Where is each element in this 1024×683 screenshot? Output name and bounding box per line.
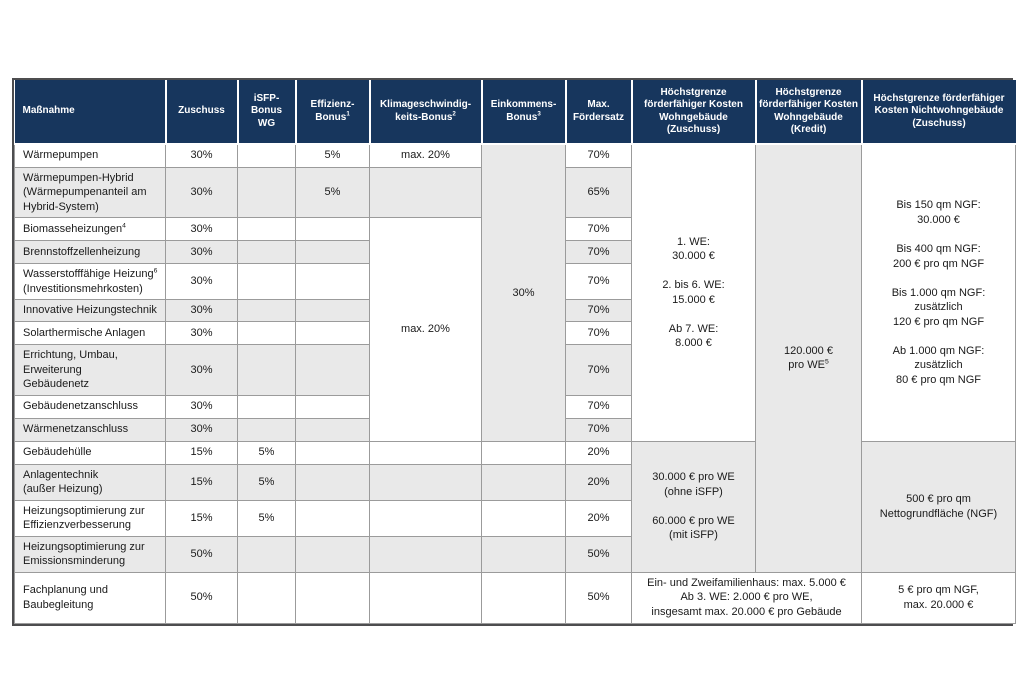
value-cell: 30%: [166, 322, 238, 345]
value-cell: 30%: [166, 264, 238, 300]
value-cell: [296, 536, 370, 572]
table-header-row: [15, 80, 1016, 144]
column-header-hoechstgrenze-wohngebaeude-zuschuss: Höchstgrenze förderfähiger Kosten Wohngebäude (Zuschuss): [632, 80, 756, 144]
value-cell: 5%: [238, 464, 296, 500]
value-cell: [296, 464, 370, 500]
value-cell: [296, 300, 370, 322]
value-cell: 30%: [166, 144, 238, 167]
value-cell: 65%: [566, 167, 632, 218]
value-cell: 120.000 € pro $WE^5$: [756, 144, 862, 572]
value-cell: 70%: [566, 264, 632, 300]
value-cell: [370, 167, 482, 218]
value-cell: 50%: [166, 536, 238, 572]
column-header-einkommens-bonus: Einkommens- Bonus$^3$: [482, 80, 566, 144]
value-cell: [296, 322, 370, 345]
subsidy-table: [12, 78, 1013, 626]
footnote-mark: 6: [153, 267, 158, 275]
value-cell: 5%: [296, 144, 370, 167]
value-cell: 500 € pro qm Nettogrundfläche (NGF): [862, 441, 1016, 572]
table-row: [15, 441, 1016, 464]
column-header-max-foerdersatz: Max. Fördersatz: [566, 80, 632, 144]
value-cell: [238, 345, 296, 396]
row-label-cell: Wärmepumpen: [15, 144, 166, 167]
value-cell: 30%: [166, 395, 238, 418]
value-cell: [238, 395, 296, 418]
value-cell: 30.000 € pro WE (ohne iSFP) 60.000 € pro WE (mit iSFP): [632, 441, 756, 572]
value-cell: [296, 500, 370, 536]
value-cell: 1. WE: 30.000 € 2. bis 6. WE: 15.000 € Ab 7. WE: 8.000 €: [632, 144, 756, 441]
row-label-cell: Solarthermische Anlagen: [15, 322, 166, 345]
footnote-mark: 5: [824, 358, 829, 366]
row-label-cell: Fachplanung und Baubegleitung: [15, 572, 166, 623]
footnote-mark: 4: [122, 222, 126, 230]
value-cell: [482, 572, 566, 623]
value-cell: 5%: [296, 167, 370, 218]
value-cell: [296, 264, 370, 300]
value-cell: [482, 500, 566, 536]
column-header-effizienz-bonus: Effizienz- Bonus$^1$: [296, 80, 370, 144]
footnote-mark: 2: [452, 110, 456, 118]
row-label-cell: Anlagentechnik (außer Heizung): [15, 464, 166, 500]
value-cell: [482, 464, 566, 500]
value-cell: [238, 322, 296, 345]
value-cell: 30%: [482, 144, 566, 441]
footnote-mark: 3: [537, 110, 541, 118]
row-label-cell: Gebäudenetzanschluss: [15, 395, 166, 418]
table-header-row: [15, 80, 1016, 144]
value-cell: [370, 441, 482, 464]
value-cell: [238, 264, 296, 300]
value-cell: 5 € pro qm NGF, max. 20.000 €: [862, 572, 1016, 623]
table-row: [15, 144, 1016, 167]
value-cell: Bis 150 qm NGF: 30.000 € Bis 400 qm NGF: 200 € pro qm NGF Bis 1.000 qm NGF: zusätzlich 120 € pro qm NGF Ab 1.000 qm NGF: zusätzlich 80 € pro qm NGF: [862, 144, 1016, 441]
value-cell: [238, 536, 296, 572]
value-cell: [238, 572, 296, 623]
value-cell: [370, 464, 482, 500]
value-cell: 15%: [166, 441, 238, 464]
column-header-massnahme: Maßnahme: [15, 80, 166, 144]
table-body: [15, 144, 1016, 623]
row-label-cell: Biomasseheizungen$^4$: [15, 218, 166, 241]
row-label-cell: Wasserstofffähige Heizung$^6$ (Investitionsmehrkosten): [15, 264, 166, 300]
column-header-hoechstgrenze-nichtwohngebaeude-zuschuss: Höchstgrenze förderfähiger Kosten Nichtwohngebäude (Zuschuss): [862, 80, 1016, 144]
value-cell: 30%: [166, 300, 238, 322]
value-cell: max. 20%: [370, 144, 482, 167]
value-cell: [296, 218, 370, 241]
value-cell: [238, 300, 296, 322]
row-label-cell: Innovative Heizungstechnik: [15, 300, 166, 322]
value-cell: 50%: [166, 572, 238, 623]
value-cell: 20%: [566, 500, 632, 536]
value-cell: [238, 241, 296, 264]
value-cell: 50%: [566, 572, 632, 623]
column-header-zuschuss: Zuschuss: [166, 80, 238, 144]
value-cell: 70%: [566, 322, 632, 345]
value-cell: 30%: [166, 241, 238, 264]
value-cell: 30%: [166, 418, 238, 441]
row-label-cell: Wärmenetzanschluss: [15, 418, 166, 441]
value-cell: 20%: [566, 441, 632, 464]
value-cell: max. 20%: [370, 218, 482, 442]
value-cell: 70%: [566, 300, 632, 322]
footnote-mark: 1: [346, 110, 350, 118]
value-cell: 30%: [166, 167, 238, 218]
row-label-cell: Heizungsoptimierung zur Effizienzverbesserung: [15, 500, 166, 536]
column-header-hoechstgrenze-wohngebaeude-kredit: Höchstgrenze förderfähiger Kosten Wohngebäude (Kredit): [756, 80, 862, 144]
value-cell: 20%: [566, 464, 632, 500]
value-cell: 5%: [238, 441, 296, 464]
value-cell: 30%: [166, 345, 238, 396]
table-row: [15, 572, 1016, 623]
value-cell: [296, 418, 370, 441]
row-label-cell: Heizungsoptimierung zur Emissionsminderung: [15, 536, 166, 572]
value-cell: 70%: [566, 395, 632, 418]
value-cell: [370, 572, 482, 623]
value-cell: [238, 218, 296, 241]
value-cell: [238, 144, 296, 167]
value-cell: 30%: [166, 218, 238, 241]
row-label-cell: Gebäudehülle: [15, 441, 166, 464]
value-cell: Ein- und Zweifamilienhaus: max. 5.000 € Ab 3. WE: 2.000 € pro WE, insgesamt max. 20.000 € pro Gebäude: [632, 572, 862, 623]
value-cell: [296, 395, 370, 418]
value-cell: 70%: [566, 241, 632, 264]
value-cell: 15%: [166, 464, 238, 500]
value-cell: [238, 167, 296, 218]
value-cell: 70%: [566, 345, 632, 396]
value-cell: 15%: [166, 500, 238, 536]
value-cell: [370, 536, 482, 572]
value-cell: [296, 345, 370, 396]
value-cell: 70%: [566, 418, 632, 441]
subsidy-table-grid: [14, 80, 1016, 624]
value-cell: [296, 441, 370, 464]
value-cell: 70%: [566, 218, 632, 241]
value-cell: [482, 441, 566, 464]
column-header-klimageschwindigkeits-bonus: Klimageschwindig- keits-Bonus$^2$: [370, 80, 482, 144]
value-cell: [482, 536, 566, 572]
value-cell: 5%: [238, 500, 296, 536]
value-cell: [370, 500, 482, 536]
value-cell: 70%: [566, 144, 632, 167]
column-header-isfp-bonus-wg: iSFP- Bonus WG: [238, 80, 296, 144]
value-cell: [296, 241, 370, 264]
row-label-cell: Wärmepumpen-Hybrid (Wärmepumpenanteil am Hybrid-System): [15, 167, 166, 218]
row-label-cell: Brennstoffzellenheizung: [15, 241, 166, 264]
value-cell: 50%: [566, 536, 632, 572]
value-cell: [238, 418, 296, 441]
value-cell: [296, 572, 370, 623]
row-label-cell: Errichtung, Umbau, Erweiterung Gebäudenetz: [15, 345, 166, 396]
